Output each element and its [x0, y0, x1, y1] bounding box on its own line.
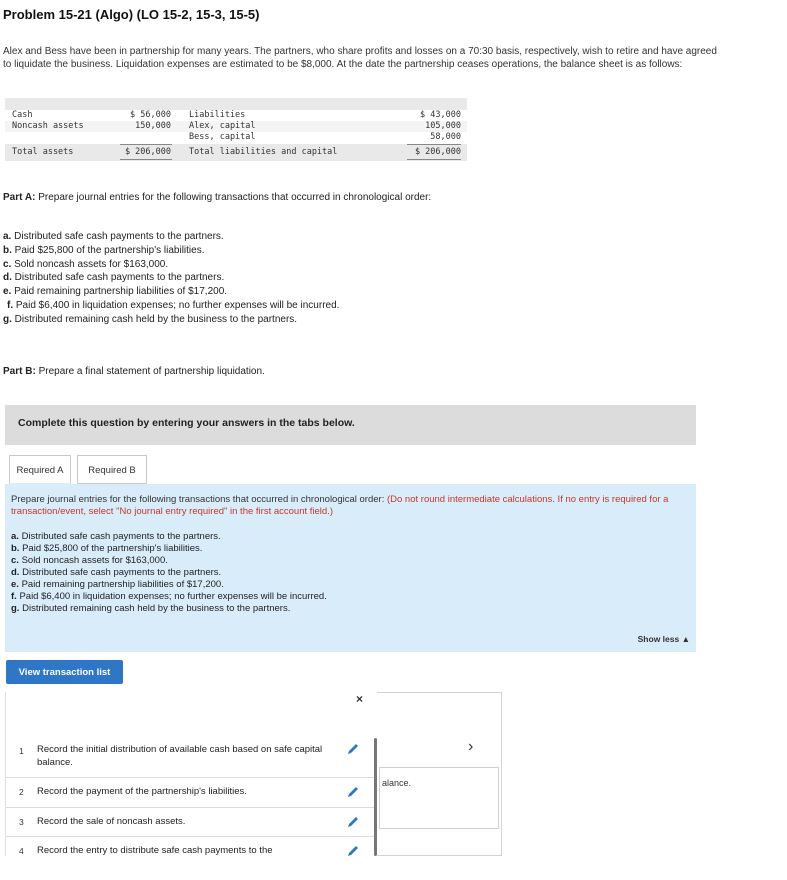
- tab-required-b[interactable]: Required B: [77, 455, 147, 484]
- instruction-text: [11, 494, 691, 518]
- view-transaction-list-button[interactable]: View transaction list: [6, 660, 123, 684]
- part-b-label: Part B:: [3, 366, 36, 377]
- noncash-label: Noncash assets: [12, 121, 84, 131]
- step-d: [11, 567, 327, 579]
- step-text: Paid $25,800 of the partnership's liabilities.: [19, 543, 203, 554]
- step-key: e.: [11, 579, 19, 590]
- total-assets-value: $ 206,000: [124, 147, 171, 157]
- alex-capital-value: 105,000: [425, 121, 461, 131]
- total-assets-label: Total assets: [12, 147, 74, 157]
- complete-banner-text: Complete this question by entering your answers in the tabs below.: [18, 417, 355, 429]
- step-key: d.: [11, 567, 20, 578]
- step-key: c.: [3, 258, 12, 270]
- transaction-text: Record the sale of noncash assets.: [37, 816, 186, 827]
- transaction-number: 2: [19, 787, 24, 797]
- rule: [407, 144, 461, 145]
- balance-sheet: [5, 98, 467, 164]
- step-key: f.: [11, 591, 17, 602]
- transaction-text: Record the payment of the partnership's liabilities.: [37, 786, 247, 797]
- step-key: f.: [7, 299, 14, 311]
- step-text: Paid $25,800 of the partnership's liabilities.: [11, 244, 205, 256]
- liabilities-value: $ 43,000: [420, 110, 461, 120]
- step-f: [11, 591, 327, 603]
- problem-intro: Alex and Bess have been in partnership for many years. The partners, who share profits and losses on a 70:30 basis, respectively, wish to retire and have agreed to liquidate the business. Liquidation expenses are estimated to be $8,000. At the date the partnership ceases operations, the balance sheet is as follows:: [3, 46, 717, 70]
- step-key: b.: [11, 543, 20, 554]
- cash-label: Cash: [12, 110, 33, 120]
- transaction-steps: [3, 230, 339, 327]
- step-d: [3, 271, 339, 285]
- step-key: g.: [11, 603, 20, 614]
- step-key: a.: [11, 531, 19, 542]
- rule: [407, 159, 461, 160]
- transaction-steps-repeat: [11, 531, 327, 615]
- total-liabilities-capital-value: $ 206,000: [414, 147, 461, 157]
- transaction-row[interactable]: [6, 808, 374, 837]
- step-text: Sold noncash assets for $163,000.: [11, 258, 169, 270]
- step-text: Distributed safe cash payments to the partners.: [19, 567, 222, 578]
- instruction-panel: [5, 484, 696, 652]
- step-key: b.: [3, 244, 12, 256]
- step-b: [11, 543, 327, 555]
- cash-value: $ 56,000: [130, 110, 171, 120]
- edit-pencil-icon[interactable]: [346, 785, 360, 799]
- step-c: [3, 258, 339, 272]
- noncash-value: 150,000: [135, 121, 171, 131]
- step-text: Distributed remaining cash held by the business to the partners.: [19, 603, 291, 614]
- step-text: Distributed remaining cash held by the business to the partners.: [11, 313, 298, 325]
- step-text: Paid remaining partnership liabilities of $17,200.: [18, 579, 224, 590]
- transaction-row[interactable]: [6, 778, 374, 808]
- step-f: [3, 299, 339, 313]
- step-key: e.: [3, 286, 12, 298]
- instruction-note: (Do not round intermediate calculations. If no entry is required for a transaction/event, select "No journal entry required" in the first account field.): [11, 494, 669, 517]
- transaction-list: [6, 732, 374, 856]
- page-title: Problem 15-21 (Algo) (LO 15-2, 15-3, 15-5): [3, 7, 260, 22]
- part-b-prompt: [3, 366, 265, 377]
- modal-scrollbar[interactable]: [374, 738, 377, 856]
- transaction-text: Record the entry to distribute safe cash payments to the: [37, 845, 273, 856]
- rule: [120, 159, 172, 160]
- journal-panel-background: [366, 692, 502, 856]
- transaction-list-modal: [5, 692, 377, 856]
- step-text: Paid remaining partnership liabilities of $17,200.: [11, 286, 228, 298]
- total-liabilities-capital-label: Total liabilities and capital: [189, 147, 338, 157]
- partial-journal-text: alance.: [382, 778, 412, 788]
- step-text: Distributed safe cash payments to the partners.: [11, 231, 224, 242]
- liabilities-label: Liabilities: [189, 110, 246, 120]
- transaction-row[interactable]: [6, 837, 374, 856]
- step-e: [11, 579, 327, 591]
- edit-pencil-icon[interactable]: [346, 844, 360, 856]
- step-a: [11, 531, 327, 543]
- step-key: g.: [3, 313, 12, 325]
- part-b-text: Prepare a final statement of partnership liquidation.: [35, 366, 265, 377]
- part-a-label: Part A:: [3, 192, 36, 203]
- show-less-link[interactable]: Show less ▲: [637, 634, 690, 644]
- transaction-row[interactable]: [6, 732, 374, 778]
- step-g: [11, 603, 327, 615]
- step-b: [3, 244, 339, 258]
- step-a: [3, 230, 339, 244]
- partial-journal-box: [379, 767, 499, 829]
- transaction-number: 1: [19, 746, 24, 756]
- step-g: [3, 313, 339, 327]
- instruction-main: Prepare journal entries for the following transactions that occurred in chronological order:: [11, 494, 387, 505]
- bess-capital-value: 58,000: [430, 132, 461, 142]
- close-icon[interactable]: ×: [356, 692, 364, 706]
- step-key: d.: [3, 272, 12, 284]
- step-c: [11, 555, 327, 567]
- complete-banner: [5, 405, 696, 445]
- step-text: Paid $6,400 in liquidation expenses; no further expenses will be incurred.: [13, 299, 340, 311]
- bess-capital-label: Bess, capital: [189, 132, 256, 142]
- step-key: a.: [3, 231, 12, 242]
- edit-pencil-icon[interactable]: [346, 742, 360, 756]
- step-text: Distributed safe cash payments to the partners.: [11, 272, 225, 284]
- transaction-number: 3: [19, 817, 24, 827]
- part-a-text: Prepare journal entries for the following transactions that occurred in chronological order:: [35, 192, 432, 203]
- step-text: Distributed safe cash payments to the partners.: [18, 531, 221, 542]
- part-a-prompt: [3, 192, 431, 203]
- transaction-number: 4: [19, 846, 24, 856]
- chevron-right-icon[interactable]: ›: [468, 738, 474, 755]
- rule: [120, 144, 172, 145]
- transaction-text: Record the initial distribution of available cash based on safe capital balance.: [37, 744, 323, 768]
- step-text: Paid $6,400 in liquidation expenses; no further expenses will be incurred.: [16, 591, 327, 602]
- edit-pencil-icon[interactable]: [346, 815, 360, 829]
- step-key: c.: [11, 555, 19, 566]
- step-text: Sold noncash assets for $163,000.: [18, 555, 168, 566]
- step-e: [3, 285, 339, 299]
- alex-capital-label: Alex, capital: [189, 121, 256, 131]
- tab-required-a[interactable]: Required A: [9, 455, 71, 484]
- balance-sheet-band: [5, 98, 467, 110]
